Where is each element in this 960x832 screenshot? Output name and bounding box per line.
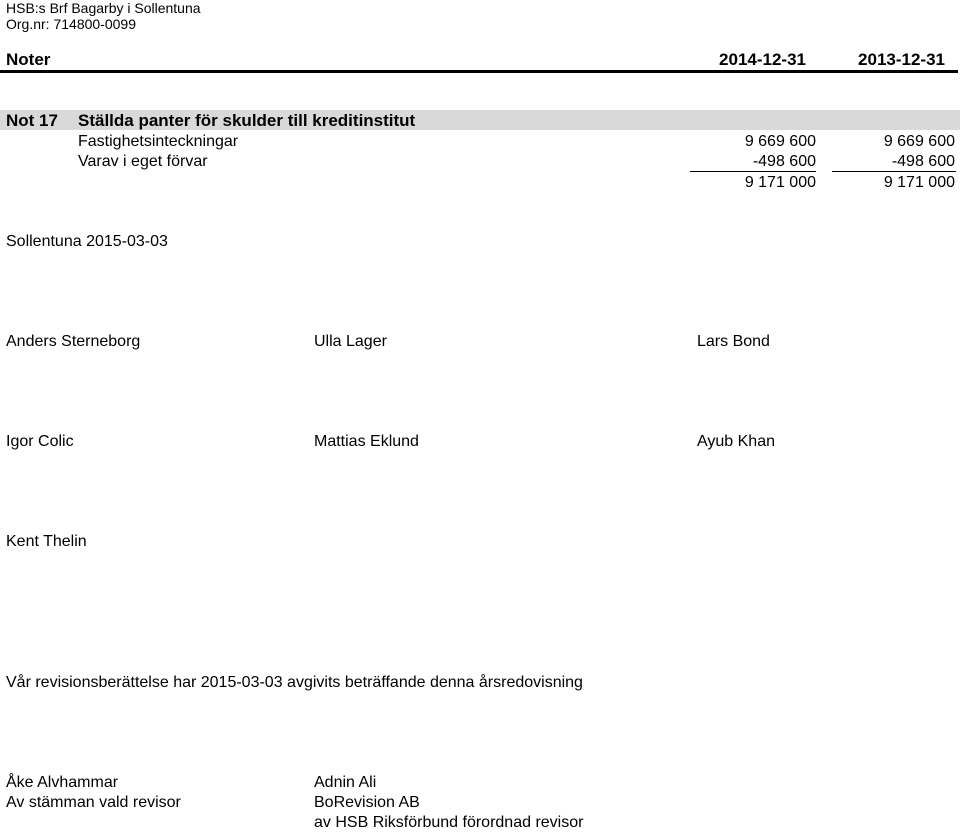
- place-date: Sollentuna 2015-03-03: [6, 233, 168, 250]
- note-row-label: Varav i eget förvar: [78, 153, 208, 170]
- year-column-current: 2014-12-31: [719, 50, 806, 69]
- note-row-label: Fastighetsinteckningar: [78, 133, 239, 150]
- signature-name: Mattias Eklund: [314, 433, 419, 450]
- auditor-role: av HSB Riksförbund förordnad revisor: [314, 814, 584, 831]
- signature-name: Kent Thelin: [6, 533, 87, 550]
- auditor-name: Åke Alvhammar: [6, 774, 119, 791]
- organization-number: Org.nr: 714800-0099: [6, 16, 136, 32]
- note-row-value-previous: 9 669 600: [883, 133, 955, 150]
- signature-name: Anders Sterneborg: [6, 333, 141, 350]
- auditor-role: Av stämman vald revisor: [6, 794, 181, 811]
- note-row-value-current: 9 669 600: [744, 133, 816, 150]
- noter-divider: [0, 70, 958, 73]
- auditor-name: Adnin Ali: [314, 774, 377, 791]
- note-total-previous: 9 171 000: [883, 174, 955, 191]
- note-total-current: 9 171 000: [744, 174, 816, 191]
- note-number: Not 17: [6, 111, 58, 130]
- note-row-value-previous: -498 600: [891, 153, 955, 170]
- noter-heading: Noter: [6, 50, 51, 69]
- signature-name: Lars Bond: [697, 333, 770, 350]
- auditor-company: BoRevision AB: [314, 794, 420, 811]
- note-title: Ställda panter för skulder till kreditinstitut: [78, 111, 416, 130]
- note-row-value-current: -498 600: [752, 153, 816, 170]
- signature-name: Ayub Khan: [697, 433, 775, 450]
- signature-name: Ulla Lager: [314, 333, 387, 350]
- year-column-previous: 2013-12-31: [858, 50, 945, 69]
- organization-name: HSB:s Brf Bagarby i Sollentuna: [6, 0, 201, 16]
- audit-statement: Vår revisionsberättelse har 2015-03-03 avgivits beträffande denna årsredovisning: [6, 674, 583, 691]
- sum-underline-current: [690, 171, 816, 172]
- sum-underline-previous: [832, 171, 956, 172]
- signature-name: Igor Colic: [6, 433, 74, 450]
